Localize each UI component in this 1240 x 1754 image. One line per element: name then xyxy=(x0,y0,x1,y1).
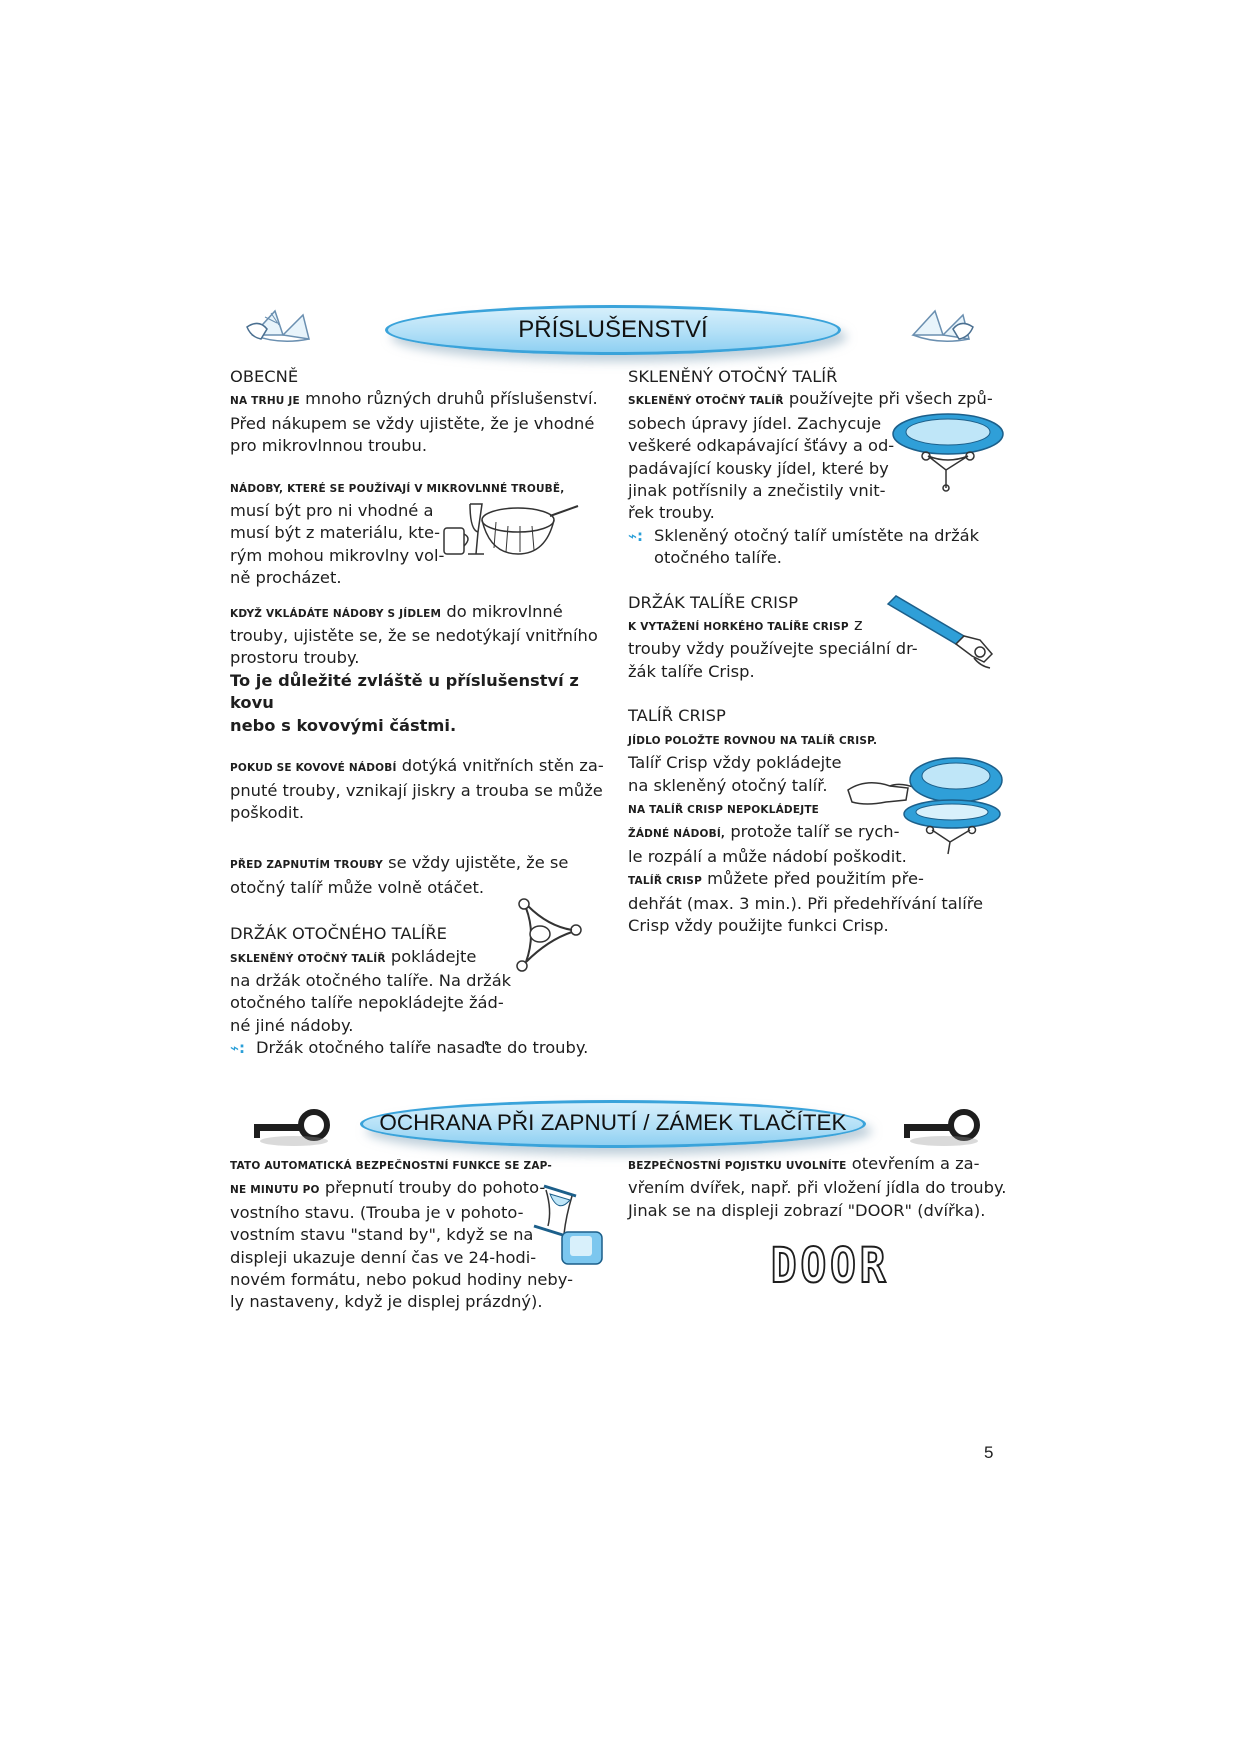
turntable-support-illustration xyxy=(512,896,592,976)
text: z xyxy=(853,615,863,635)
text: žák talíře Crisp. xyxy=(628,661,755,681)
text: řek trouby. xyxy=(628,503,715,523)
text: vostním stavu "stand by", když se na xyxy=(230,1225,534,1245)
lead-tato: TATO AUTOMATICKÁ BEZPEČNOSTNÍ FUNKCE SE ZAP- xyxy=(230,1160,552,1172)
text: veškeré odkapávající šťávy a od- xyxy=(628,436,895,456)
bullet-text: Držák otočného talíře nasaďte do trouby. xyxy=(256,1038,589,1058)
text: Jinak se na displeji zobrazí "DOOR" (dvířka). xyxy=(628,1200,986,1220)
text: prostoru trouby. xyxy=(230,648,360,668)
key-icon-right xyxy=(900,1105,984,1147)
lead-crisp-4: TALÍŘ CRISP xyxy=(628,875,702,888)
text: trouby, ujistěte se, že se nedotýkají vnitřního xyxy=(230,626,598,646)
section-banner-accessories xyxy=(385,305,841,355)
door-display xyxy=(760,1240,900,1292)
text: Crisp vždy použijte funkci Crisp. xyxy=(628,915,889,935)
text: ly nastaveny, když je displej prázdný). xyxy=(230,1292,543,1312)
bullet-text: otočného talíře. xyxy=(654,548,782,568)
text: poškodit. xyxy=(230,802,305,822)
text: pro mikrovlnnou troubu. xyxy=(230,436,427,456)
lock-right-column xyxy=(628,1153,1018,1222)
text: se vždy ujistěte, že se xyxy=(388,853,569,873)
lead-crisp-drzak: K VYTAŽENÍ HORKÉHO TALÍŘE CRISP xyxy=(628,621,849,634)
heading-crisp: TALÍŘ CRISP xyxy=(628,706,726,726)
text: né jiné nádoby. xyxy=(230,1015,354,1035)
glass-plate-illustration xyxy=(888,410,1006,492)
text: používejte při všech způ- xyxy=(788,389,993,409)
heading-sklo: SKLENĚNÝ OTOČNÝ TALÍŘ xyxy=(628,367,838,386)
lead-crisp: JÍDLO POLOŽTE ROVNOU NA TALÍŘ CRISP. xyxy=(628,734,878,747)
door-display-text: DOOR xyxy=(770,1238,890,1294)
heading-drzak: DRŽÁK OTOČNÉHO TALÍŘE xyxy=(230,924,447,944)
heading-obecne: OBECNĚ xyxy=(230,367,299,386)
text: na držák otočného talíře. Na držák xyxy=(230,970,512,990)
crisp-handle-illustration xyxy=(880,592,1002,670)
text: sobech úpravy jídel. Zachycuje xyxy=(628,413,882,433)
cookware-illustration xyxy=(440,492,580,562)
lead-na-trhu: NA TRHU JE xyxy=(230,395,300,408)
book-icon-left xyxy=(245,305,315,349)
page-number: 5 xyxy=(984,1443,994,1462)
page-title: PŘÍSLUŠENSTVÍ xyxy=(518,316,708,343)
text: můžete před použitím pře- xyxy=(707,869,924,889)
book-icon-right xyxy=(905,305,975,349)
text: vostního stavu. (Trouba je v pohoto- xyxy=(230,1202,524,1222)
text: rým mohou mikrovlny vol- xyxy=(230,545,445,565)
lead-minutu: NE MINUTU PO xyxy=(230,1184,320,1197)
text: přepnutí trouby do pohoto- xyxy=(324,1178,546,1198)
lead-bezpecnostni: BEZPEČNOSTNÍ POJISTKU UVOLNÍTE xyxy=(628,1160,847,1172)
section-banner-lock xyxy=(360,1100,866,1148)
warning-text: nebo s kovovými částmi. xyxy=(230,715,457,735)
text: dehřát (max. 3 min.). Při předehřívání talíře xyxy=(628,893,984,913)
lead-nadoby: NÁDOBY, KTERÉ SE POUŽÍVAJÍ V MIKROVLNNÉ TROUBĚ, xyxy=(230,482,565,495)
crisp-plate-illustration xyxy=(846,748,1006,856)
lead-drzak: SKLENĚNÝ OTOČNÝ TALÍŘ xyxy=(230,952,386,965)
text: Před nákupem se vždy ujistěte, že je vhodné xyxy=(230,413,595,433)
text: ně procházet. xyxy=(230,568,342,588)
text: musí být z materiálu, kte- xyxy=(230,523,440,543)
text: musí být pro ni vhodné a xyxy=(230,501,434,521)
heading-crisp-drzak: DRŽÁK TALÍŘE CRISP xyxy=(628,592,799,612)
lead-kdyz: KDYŽ VKLÁDÁTE NÁDOBY S JÍDLEM xyxy=(230,607,442,620)
lead-sklo: SKLENĚNÝ OTOČNÝ TALÍŘ xyxy=(628,395,784,408)
hourglass-icon xyxy=(528,1182,608,1268)
text: do mikrovlnné xyxy=(446,601,563,621)
warning-text: To je důležité zvláště u příslušenství z kovu xyxy=(230,670,579,713)
bullet-text: Skleněný otočný talíř umístěte na držák xyxy=(654,525,980,545)
text: na skleněný otočný talíř. xyxy=(628,775,828,795)
text: le rozpálí a může nádobí poškodit. xyxy=(628,846,907,866)
lead-pokud: POKUD SE KOVOVÉ NÁDOBÍ xyxy=(230,762,397,775)
text: vřením dvířek, např. při vložení jídla do trouby. xyxy=(628,1178,1007,1198)
text: padávající kousky jídel, které by xyxy=(628,458,889,478)
text: Talíř Crisp vždy pokládejte xyxy=(628,753,842,773)
text: otevřením a za- xyxy=(851,1154,980,1173)
text: displeji ukazuje denní čas ve 24-hodi- xyxy=(230,1247,537,1267)
text: protože talíř se rych- xyxy=(730,822,900,842)
bullet-icon: ⌁: xyxy=(230,1039,246,1058)
text: dotýká vnitřních stěn za- xyxy=(401,756,604,776)
text: pnuté trouby, vznikají jiskry a trouba se může xyxy=(230,780,603,800)
lead-pred: PŘED ZAPNUTÍM TROUBY xyxy=(230,859,383,872)
lead-crisp-2: NA TALÍŘ CRISP NEPOKLÁDEJTE xyxy=(628,803,820,816)
text: mnoho různých druhů příslušenství. xyxy=(305,389,598,409)
text: trouby vždy používejte speciální dr- xyxy=(628,639,918,659)
bullet-icon: ⌁: xyxy=(628,526,644,545)
text: otočný talíř může volně otáčet. xyxy=(230,877,485,897)
text: jinak potřísnily a znečistily vnit- xyxy=(628,481,886,501)
text: novém formátu, nebo pokud hodiny neby- xyxy=(230,1270,573,1290)
key-icon-left xyxy=(250,1105,334,1147)
lead-crisp-3: ŽÁDNÉ NÁDOBÍ, xyxy=(628,828,726,841)
section-title: OCHRANA PŘI ZAPNUTÍ / ZÁMEK TLAČÍTEK xyxy=(379,1110,847,1135)
text: pokládejte xyxy=(390,946,477,966)
text: otočného talíře nepokládejte žád- xyxy=(230,993,504,1013)
